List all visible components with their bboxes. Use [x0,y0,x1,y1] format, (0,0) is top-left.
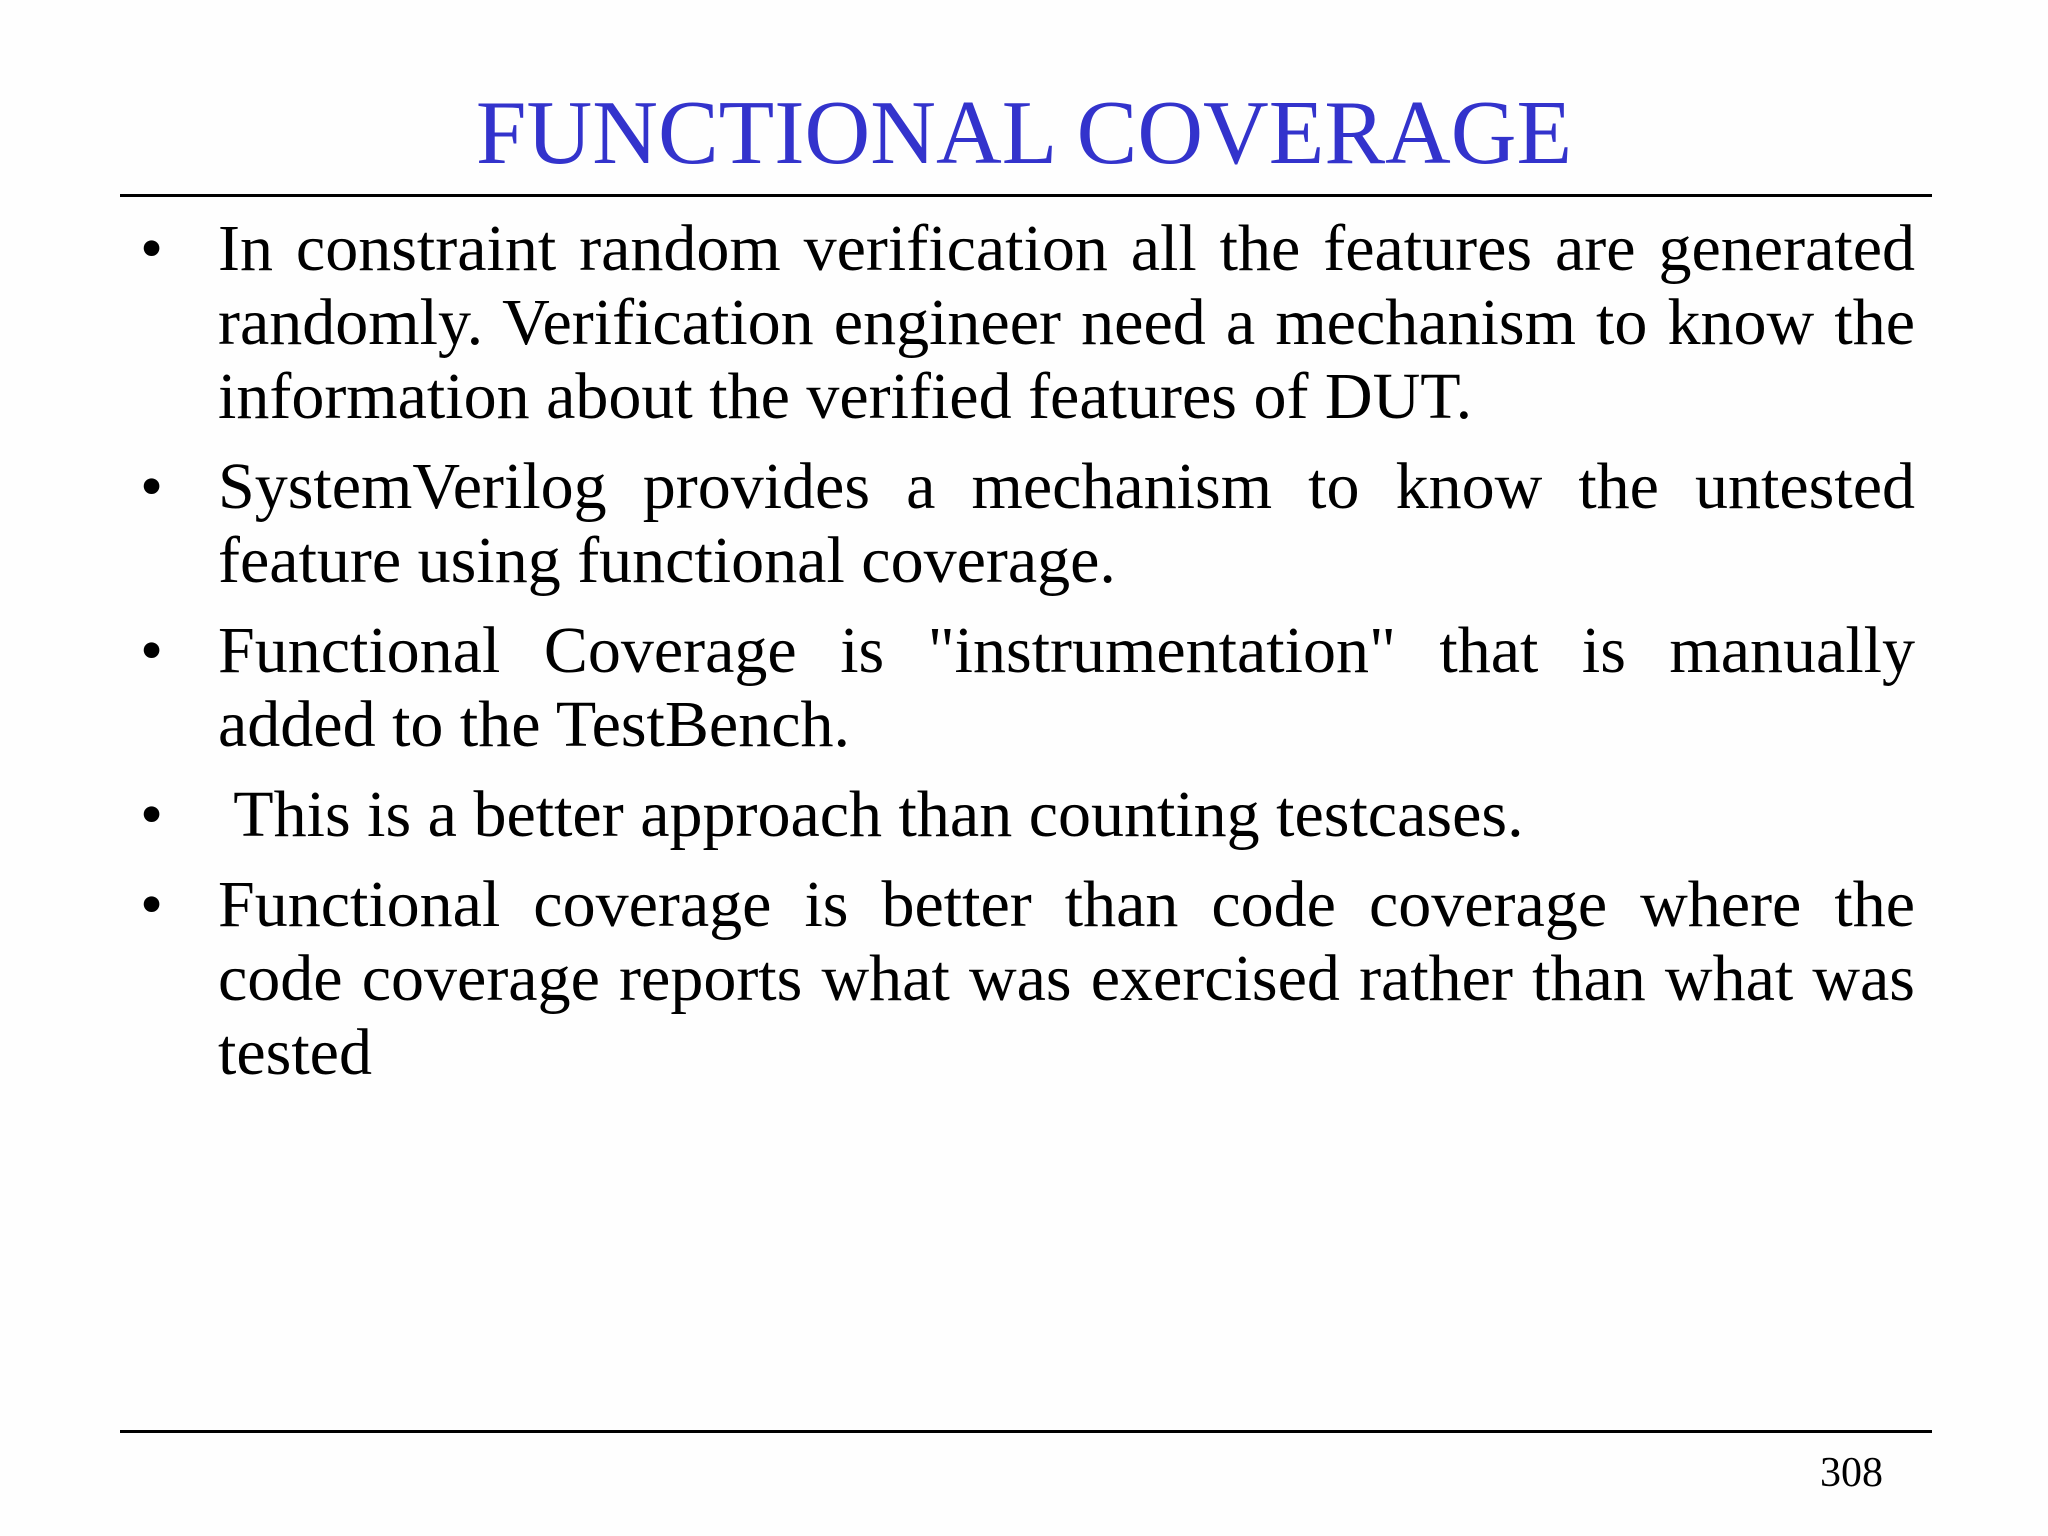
bullet-list [140,212,1915,1106]
bullet-text: In constraint random verification all the features are generated randomly. Verification engineer need a mechanism to know the information about the verified features of DUT. [218,212,1915,433]
bullet-item [140,868,1915,1090]
bullet-text: Functional coverage is better than code coverage where the code coverage reports what was exercised rather than what was tested [218,868,1915,1089]
bullet-text: SystemVerilog provides a mechanism to know the untested feature using functional coverage. [218,450,1915,597]
bullet-text: This is a better approach than counting testcases. [218,778,1524,851]
bullet-text: Functional Coverage is "instrumentation" that is manually added to the TestBench. [218,614,1915,761]
bullet-item [140,778,1915,852]
bullet-item [140,212,1915,434]
page-number: 308 [1820,1450,1883,1496]
bullet-icon: • [140,778,164,851]
bullet-icon: • [140,212,164,285]
bullet-item [140,614,1915,762]
title-divider [120,194,1932,197]
footer-divider [120,1430,1932,1433]
bullet-icon: • [140,450,164,523]
bullet-icon: • [140,614,164,687]
slide-title: FUNCTIONAL COVERAGE [475,82,1573,183]
bullet-icon: • [140,868,164,941]
bullet-item [140,450,1915,598]
